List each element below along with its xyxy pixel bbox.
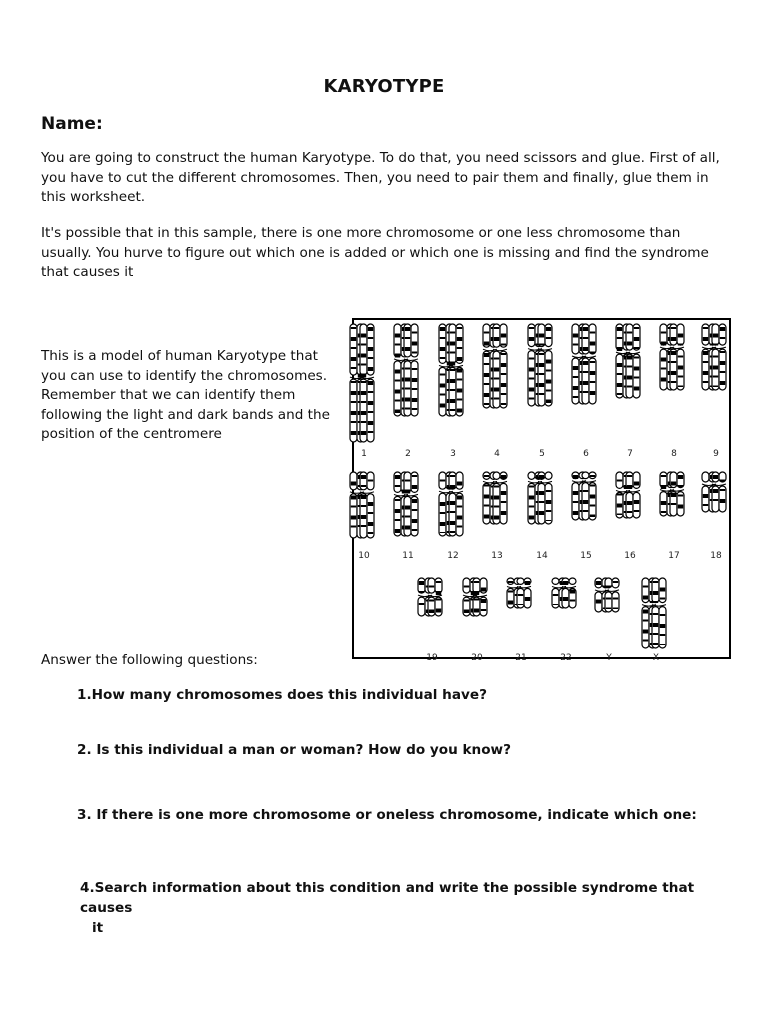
chromosome-pair-21 [507,578,531,663]
chromosome-pair-2 [394,324,418,459]
chromosome-pair-19 [418,578,442,663]
hint-paragraph: It's possible that in this sample, there is one more chromosome or one less chromosome than usually. You hurve to figure out which one is added or which one is missing and find the syndrome that causes it [41,225,709,280]
chromosome-label: 20 [471,653,483,663]
chromosome-label: 11 [402,551,414,561]
chromosome-label: 15 [580,551,592,561]
chromosome-pair-6 [572,324,596,459]
chromosome-label: 18 [710,551,722,561]
chromosome-label: 1 [361,449,367,459]
model-description: This is a model of human Karyotype that you can use to identify the chromosomes. Remember that we can identify them following the light and dark bands and the position of the centromere [41,348,330,442]
chromosome-label: 16 [624,551,636,561]
instructions-paragraph: You are going to construct the human Karyotype. To do that, you need scissors and glue. First of all, you have to cut the different chromosomes. Then, you need to pair them and finally, glue them in this worksheet. [41,150,720,205]
name-label: Name: [41,114,103,134]
chromosome-pair-16 [616,472,640,561]
chromosome-pair-11 [394,472,418,561]
chromosome-label: 12 [447,551,459,561]
chromosome-pair-3 [439,324,463,459]
chromosome-label: 21 [515,653,527,663]
chromosome-pair-5 [528,324,552,459]
chromosome-label: 3 [450,449,456,459]
chromosome-pair-14 [528,472,552,561]
chromosome-label: 22 [560,653,572,663]
chromosome-label: 7 [627,449,633,459]
chromosome-label: 2 [405,449,411,459]
chromosome-label: Y [606,653,612,663]
chromosome-label: 4 [494,449,500,459]
chromosome-label: 6 [583,449,589,459]
chromosome-label: 19 [426,653,438,663]
worksheet-title: KARYOTYPE [323,76,445,97]
question-2: 2. Is this individual a man or woman? How do you know? [77,742,511,758]
chromosome-pair-12 [439,472,463,561]
question-4 [80,878,744,938]
chromosome-pair-22 [552,578,576,663]
chromosome-label: 5 [539,449,545,459]
chromosome-pair-10 [350,472,374,561]
chromosome-label: 8 [671,449,677,459]
chromosome-label: 14 [536,551,548,561]
question-4-line-2: it [92,920,104,936]
karyotype-figure [352,318,731,663]
chromosome-pair-17 [660,472,684,561]
chromosome-pair-20 [463,578,487,663]
chromosome-label: 13 [491,551,503,561]
chromosome-label: X [652,653,660,663]
chromosome-label: 9 [713,449,719,459]
chromosome-pair-7 [616,324,640,459]
chromosome-pair-1 [350,324,374,459]
question-4-line-1: 4.Search information about this condition and write the possible syndrome that causes [80,880,695,916]
chromosome-pair-15 [572,472,596,561]
chromosome-pair-x [642,578,666,663]
question-3: 3. If there is one more chromosome or oneless chromosome, indicate which one: [77,807,697,823]
chromosome-pair-13 [483,472,507,561]
chromosome-label: 17 [668,551,680,561]
chromosome-label: 10 [358,551,370,561]
chromosome-pair-4 [483,324,507,459]
karyotype-diagram [354,320,729,663]
chromosome-pair-9 [702,324,726,459]
chromosome-pair-18 [702,472,726,561]
answer-intro: Answer the following questions: [41,652,258,668]
question-1: 1.How many chromosomes does this individual have? [77,687,487,703]
chromosome-pair-8 [660,324,684,459]
chromosome-pair-y [595,578,619,663]
